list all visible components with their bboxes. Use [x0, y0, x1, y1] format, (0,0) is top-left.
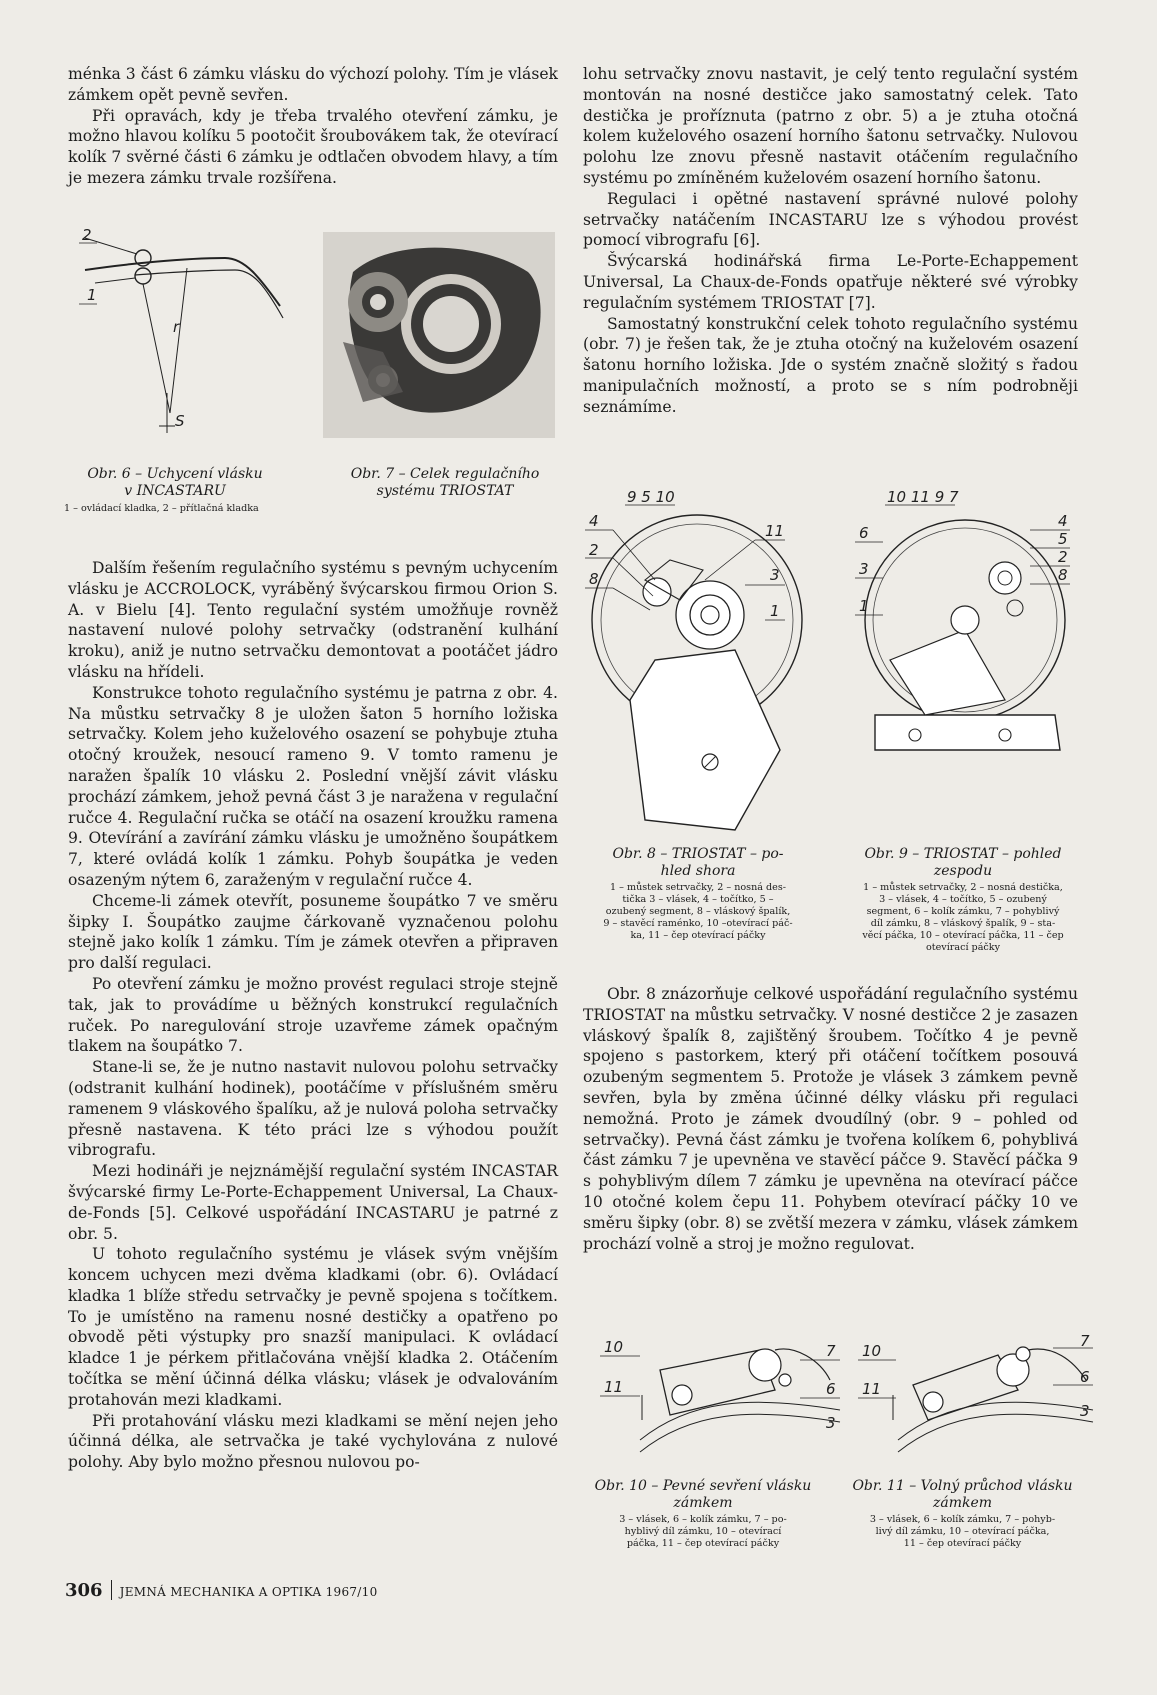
- fig6-label-s: S: [175, 412, 185, 430]
- caption-line: Obr. 10 – Pevné sevření vlásku: [594, 1478, 812, 1494]
- legend-line: ozubený segment, 8 – vláskový špalík,: [605, 906, 791, 917]
- figure-7-caption: [325, 466, 565, 500]
- fig9-label-5: 5: [1058, 530, 1068, 548]
- fig8-label-1: 1: [770, 602, 780, 620]
- legend-line: věcí páčka, 10 – otevírací páčka, 11 – čep: [862, 930, 1064, 941]
- paragraph: Švýcarská hodinářská firma Le-Porte-Echappement Universal, La Chaux-de-Fonds opatřuje některé své výrobky regulačním systémem TRIOSTAT [7].: [583, 252, 1078, 312]
- legend-line: hyblivý díl zámku, 10 – otevírací: [624, 1526, 782, 1537]
- paragraph: lohu setrvačky znovu nastavit, je celý tento regulační systém montován na nosné destičce jako samostatný celek. Tato destička je proříznuta (patrno z obr. 5) a je ztuha otočná kolem kuželového osazení horního šatonu setrvačky. Nulovou polohu lze znovu přesně nastavit otáčením regulačního systému po zmíněném kuželovém osazení horního šatonu.: [583, 65, 1078, 187]
- paragraph: Při opravách, kdy je třeba trvalého otevření zámku, je možno hlavou kolíku 5 pootočit šroubovákem tak, že otevírací kolík 7 svěrné části 6 zámku je odtlačen obvodem hlavy, a tím je mezera zámku trvale rozšířena.: [68, 106, 558, 187]
- paragraph: U tohoto regulačního systému je vlásek svým vnějším koncem uchycen mezi dvěma kladkami (obr. 6). Ovládací kladka 1 blíže středu setrvačky je pevně spojena s točítkem. To je umístěno na ramenu nosné destičky a opatřeno po obvodě pěti výstupky pro snazší manipulaci. K ovládací kladce 1 je pérkem přitlačována vnější kladka 2. Otáčením točítka se mění účinná délka vlásku; vlásek je odvalováním protahován mezi kladkami.: [68, 1245, 558, 1409]
- caption-line: v INCASTARU: [124, 483, 226, 499]
- figure-9-legend: [838, 882, 1088, 954]
- fig8-label-11: 11: [765, 522, 785, 540]
- fig9-label-8: 8: [1058, 566, 1068, 584]
- fig9-label-3: 3: [859, 560, 869, 578]
- figure-6-caption: [70, 466, 280, 500]
- caption-line: zespodu: [933, 863, 993, 879]
- fig6-label-r: r: [173, 318, 180, 336]
- paragraph: Po otevření zámku je možno provést regulaci stroje stejně tak, jak to provádíme u běžných konstrukcí regulačních ruček. Po naregulování stroje uzavřeme zámek opačným tlakem na šoupátko 7.: [68, 974, 558, 1056]
- legend-line: livý díl zámku, 10 – otevírací páčka,: [875, 1526, 1050, 1537]
- fig11-label-10: 10: [862, 1342, 882, 1360]
- right-column-top-text: [583, 64, 1078, 418]
- figure-11-diagram: [858, 1332, 1098, 1465]
- right-column-middle-text: [583, 984, 1078, 1254]
- fig9-label-1: 1: [859, 597, 869, 615]
- caption-line: Obr. 8 – TRIOSTAT – po-: [612, 846, 784, 862]
- legend-line: 1 – můstek setrvačky, 2 – nosná des-: [609, 882, 787, 893]
- page-number: 306: [65, 1580, 103, 1601]
- fig8-label-3: 3: [770, 566, 780, 584]
- figure-8-diagram: [585, 488, 825, 840]
- caption-line: Obr. 7 – Celek regulačního: [350, 466, 540, 482]
- figure-11-legend: [840, 1514, 1085, 1550]
- legend-line: díl zámku, 8 – vláskový špalík, 9 – sta-: [870, 918, 1056, 929]
- fig8-label-top: 9 5 10: [627, 488, 675, 506]
- fig9-label-2: 2: [1058, 548, 1068, 566]
- caption-line: zámkem: [673, 1495, 733, 1511]
- legend-line: 1 – můstek setrvačky, 2 – nosná destička,: [863, 882, 1063, 893]
- left-column-top-text: [68, 64, 558, 189]
- caption-line: hled shora: [660, 863, 736, 879]
- paragraph: Regulaci i opětné nastavení správné nulové polohy setrvačky natáčením INCASTARU lze s výhodou provést pomocí vibrografu [6].: [583, 189, 1078, 250]
- fig11-label-7: 7: [1080, 1332, 1090, 1350]
- caption-line: Obr. 6 – Uchycení vlásku: [87, 466, 263, 482]
- fig9-label-4: 4: [1058, 512, 1068, 530]
- fig11-label-3: 3: [1080, 1402, 1090, 1420]
- fig10-label-3: 3: [826, 1414, 836, 1432]
- caption-line: Obr. 11 – Volný průchod vlásku: [852, 1478, 1073, 1494]
- fig10-label-6: 6: [826, 1380, 836, 1398]
- fig10-label-7: 7: [826, 1342, 836, 1360]
- legend-line: tička 3 – vlásek, 4 – točítko, 5 –: [622, 894, 774, 905]
- figure-8-caption: [583, 846, 813, 880]
- fig10-label-11: 11: [604, 1378, 624, 1396]
- figure-10-caption: [583, 1478, 823, 1512]
- legend-line: 3 – vlásek, 4 – točítko, 5 – ozubený: [879, 894, 1047, 905]
- figure-6-legend: 1 – ovládací kladka, 2 – přítlačná kladka: [64, 503, 259, 514]
- paragraph: Stane-li se, že je nutno nastavit nulovou polohu setrvačky (odstranit kulhání hodinek), pootáčíme v příslušném směru ramenem 9 vláskového špalíku, až je nulová poloha setrvačky přesně nastavena. K této práci lze s výhodou použít vibrografu.: [68, 1058, 558, 1160]
- paragraph: Dalším řešením regulačního systému s pevným uchycením vlásku je ACCROLOCK, vyráběný švýcarskou firmou Orion S. A. v Bielu [4]. Tento regulační systém umožňuje rovněž nastavení nulové polohy setrvačky (odstranění kulhání kroku), aniž je nutno setrvačku demontovat a pootáčet jádro vlásku na hřídeli.: [68, 559, 558, 681]
- fig8-label-4: 4: [589, 512, 599, 530]
- paragraph: ménka 3 část 6 zámku vlásku do výchozí polohy. Tím je vlásek zámkem opět pevně sevřen.: [68, 65, 558, 104]
- caption-line: Obr. 9 – TRIOSTAT – pohled: [864, 846, 1062, 862]
- legend-line: 11 – čep otevírací páčky: [903, 1538, 1022, 1549]
- fig6-label-1: 1: [87, 286, 97, 304]
- paragraph: Chceme-li zámek otevřít, posuneme šoupátko 7 ve směru šipky I. Šoupátko zaujme čárkovaně vyznačenou polohu stejně jako kolík 1 zámku. Tím je zámek otevřen a připraven pro další regulaci.: [68, 891, 558, 973]
- figure-7-photo: [323, 232, 555, 438]
- figure-11-caption: [840, 1478, 1085, 1512]
- fig8-label-2: 2: [589, 541, 599, 559]
- paragraph: Obr. 8 znázorňuje celkové uspořádání regulačního systému TRIOSTAT na můstku setrvačky. V nosné destičce 2 je zasazen vláskový špalík 8, zajištěný šroubem. Točítko 4 je pevně spojeno s pastorkem, který při otáčení točítkem posouvá ozubeným segmentem 5. Protože je vlásek 3 zámkem pevně sevřen, byla by změna účinné délky vlásku při regulaci nemožná. Proto je zámek dvoudílný (obr. 9 – pohled od setrvačky). Pevná část zámku je tvořena kolíkem 6, pohyblivá část zámku 7 je upevněna ve stavěcí páčce 9. Stavěcí páčka 9 s pohyblivým dílem 7 zámku je upevněna na otevírací páčce 10 otočné kolem čepu 11. Pohybem otevírací páčky 10 ve směru šipky (obr. 8) se zvětší mezera v zámku, vlásek zámkem prochází volně a stroj je možno regulovat.: [583, 985, 1078, 1253]
- fig9-label-6: 6: [859, 524, 869, 542]
- fig11-label-11: 11: [862, 1380, 882, 1398]
- fig10-label-10: 10: [604, 1338, 624, 1356]
- paragraph: Při protahování vlásku mezi kladkami se mění nejen jeho účinná délka, ale setrvačka je také vychylována z nulové polohy. Aby bylo možno přesnou nulovou po-: [68, 1411, 558, 1472]
- footer-divider: [111, 1580, 112, 1600]
- legend-line: 3 – vlásek, 6 – kolík zámku, 7 – pohyb-: [869, 1514, 1056, 1525]
- fig9-label-top: 10 11 9 7: [887, 488, 959, 506]
- fig11-label-6: 6: [1080, 1368, 1090, 1386]
- legend-line: ka, 11 – čep otevírací páčky: [630, 930, 766, 941]
- figure-9-caption: [838, 846, 1088, 880]
- page-footer: [65, 1580, 378, 1601]
- fig6-label-2: 2: [82, 226, 92, 244]
- paragraph: Samostatný konstrukční celek tohoto regulačního systému (obr. 7) je řešen tak, že je ztuha otočný na kuželovém osazení šatonu horního ložiska. Jde o systém značně složitý s řadou manipulačních možností, a proto se s ním podrobněji seznámíme.: [583, 314, 1078, 416]
- legend-line: segment, 6 – kolík zámku, 7 – pohyblivý: [866, 906, 1060, 917]
- journal-name: JEMNÁ MECHANIKA A OPTIKA 1967/10: [119, 1585, 378, 1599]
- legend-line: páčka, 11 – čep otevírací páčky: [626, 1538, 780, 1549]
- paragraph: Mezi hodináři je nejznámější regulační systém INCASTAR švýcarské firmy Le-Porte-Echappement Universal, La Chaux-de-Fonds [5]. Celkové uspořádání INCASTARU je patrné z obr. 5.: [68, 1162, 558, 1243]
- figure-10-diagram: [600, 1340, 845, 1465]
- caption-line: zámkem: [932, 1495, 993, 1511]
- left-column-main-text: [68, 558, 558, 1473]
- figure-6-diagram: [75, 228, 290, 443]
- caption-line: systému TRIOSTAT: [376, 483, 514, 499]
- legend-line: otevírací páčky: [925, 942, 1001, 953]
- figure-10-legend: [583, 1514, 823, 1550]
- legend-line: 9 – stavěcí raménko, 10 –otevírací páč-: [603, 918, 793, 929]
- figure-9-diagram: [855, 488, 1095, 800]
- figure-8-legend: [583, 882, 813, 942]
- paragraph: Konstrukce tohoto regulačního systému je patrna z obr. 4. Na můstku setrvačky 8 je uložen šaton 5 horního ložiska setrvačky. Kolem jeho kuželového osazení se pohybuje ztuha otočný kroužek, nesoucí rameno 9. V tomto ramenu je naražen špalík 10 vlásku 2. Poslední vnější závit vlásku prochází zámkem, jehož pevná část 3 je naražena v regulační ručce 4. Regulační ručka se otáčí na osazení kroužku ramena 9. Otevírání a zavírání zámku vlásku je umožněno šoupátkem 7, které ovládá kolík 1 zámku. Pohyb šoupátka je veden osazeným nýtem 6, zaraženým v regulační ručce 4.: [68, 683, 558, 889]
- fig8-label-8: 8: [589, 570, 599, 588]
- legend-line: 3 – vlásek, 6 – kolík zámku, 7 – po-: [619, 1514, 787, 1525]
